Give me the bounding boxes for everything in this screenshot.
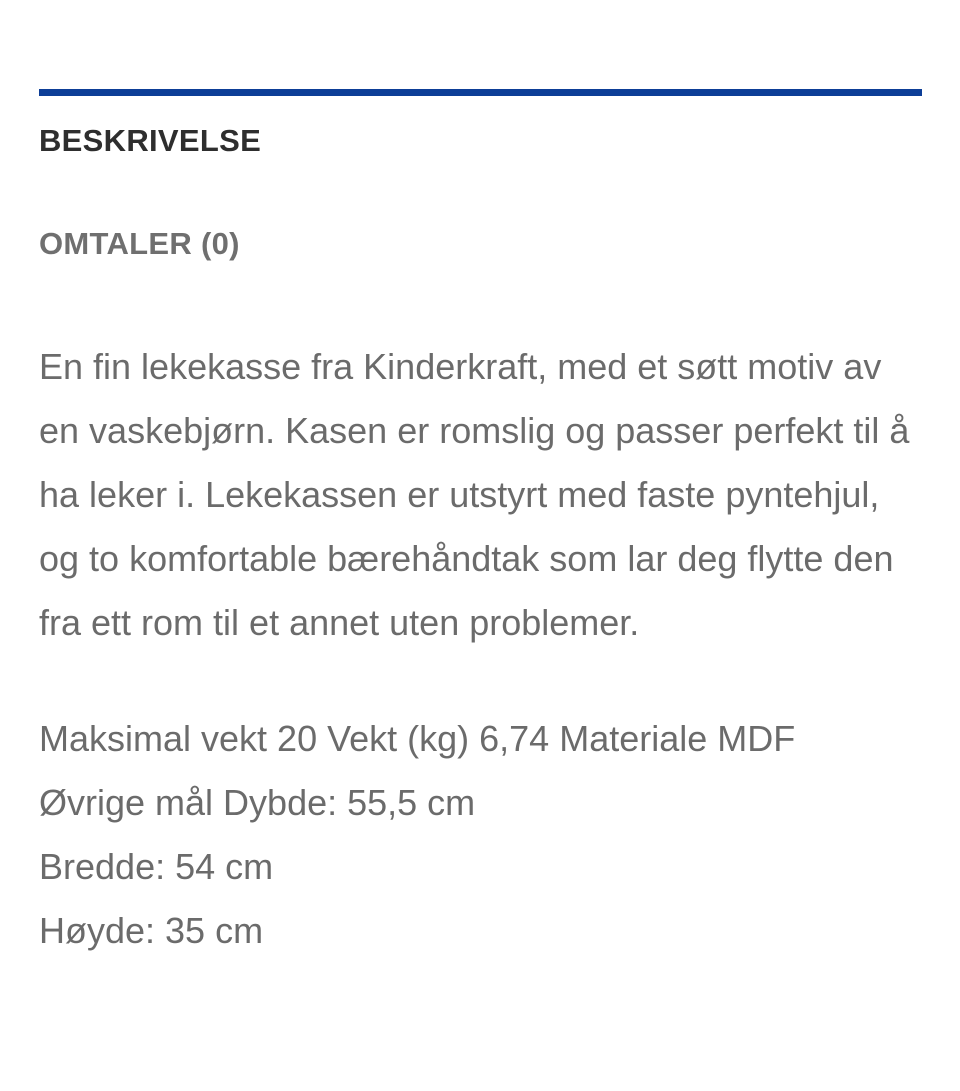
spec-line: Høyde: 35 cm: [39, 910, 264, 951]
description-paragraph: En fin lekekasse fra Kinderkraft, med et søtt motiv av en vaskebjørn. Kasen er romslig og passer perfekt til å ha leker i. Lekekassen er utstyrt med faste pyntehjul, og to komfortable bærehåndtak som lar deg flytte den fra ett rom til et annet uten problemer.: [39, 346, 910, 643]
spec-line: Maksimal vekt 20 Vekt (kg) 6,74 Materiale MDF: [39, 718, 796, 759]
tabs-divider: [39, 89, 922, 96]
tab-beskrivelse[interactable]: BESKRIVELSE: [39, 123, 262, 158]
specifications: [39, 707, 929, 963]
spec-line: Bredde: 54 cm: [39, 846, 274, 887]
product-description: [39, 335, 929, 963]
tab-omtaler[interactable]: OMTALER (0): [39, 226, 240, 261]
spec-line: Øvrige mål Dybde: 55,5 cm: [39, 782, 476, 823]
